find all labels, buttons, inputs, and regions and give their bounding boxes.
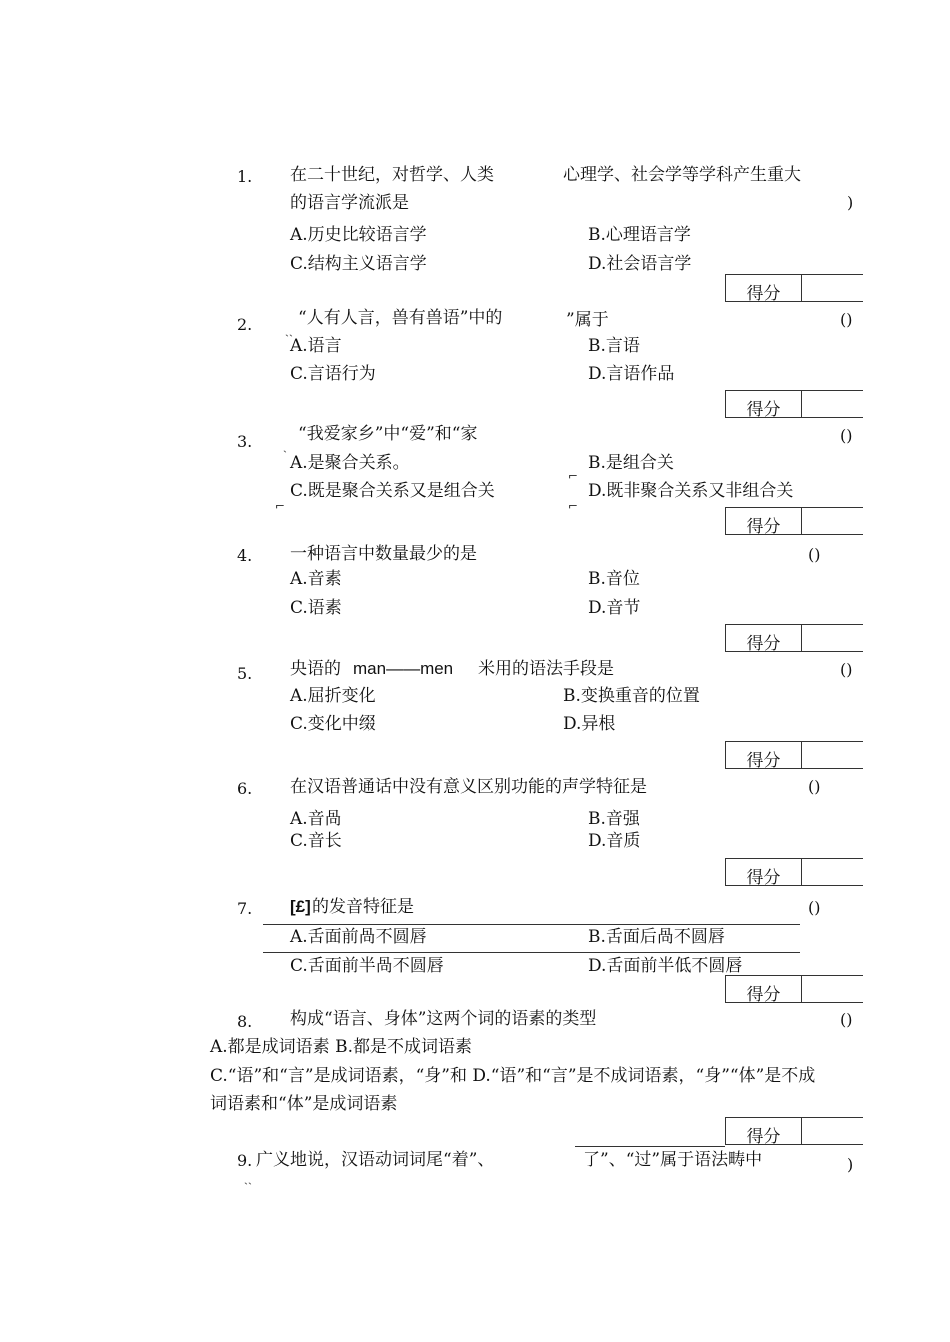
question-5-option-c[interactable]: C.变化中缀 [290,714,376,734]
question-1-option-d[interactable]: D.社会语言学 [588,254,692,274]
question-4-stem: 一种语言中数量最少的是 [290,544,477,564]
scan-mark: ˏˏ [244,1171,252,1185]
question-8-options-line-2[interactable]: C.“语”和“言”是成词语素，“身”和 D.“语”和“言”是不成词语素，“身”“体”是不成 [210,1066,816,1086]
question-5-option-b[interactable]: B.变换重音的位置 [563,686,700,706]
scan-mark: ⌐ [568,469,579,483]
score-box-1 [725,274,863,302]
question-2-answer-paren[interactable]: () [840,310,853,329]
question-7-number: 7. [237,899,253,918]
question-8-options-line-3[interactable]: 词语素和“体”是成词语素 [210,1094,398,1114]
question-1-option-b[interactable]: B.心理语言学 [588,225,691,245]
question-4-option-c[interactable]: C.语素 [290,598,342,618]
question-6-option-c[interactable]: C.音长 [290,831,342,851]
question-1-stem-part-a: 在二十世纪，对哲学、人类 [290,165,494,185]
score-box-8 [725,1117,863,1145]
question-8-answer-paren[interactable]: () [840,1010,853,1029]
question-7-option-b[interactable]: B.舌面后咼不圆唇 [588,927,725,947]
score-box-4 [725,624,863,652]
question-5-stem-part-c: 米用的语法手段是 [478,659,614,679]
question-7-answer-paren[interactable]: () [808,898,821,917]
score-label: 得分 [746,284,781,304]
question-3-stem-part-a: “我爱家乡”中“爱”和“家 [298,424,478,444]
question-9-answer-paren[interactable]: ) [847,1155,854,1174]
score-divider [801,1118,802,1144]
score-label: 得分 [746,400,781,420]
score-divider [801,976,802,1002]
question-3-option-d[interactable]: D.既非聚合关系又非组合关 [588,481,794,501]
question-7-phonetic-symbol: [£] [290,897,311,916]
question-9-stem-part-b: 了”、“过”属于语法畴中 [583,1150,763,1170]
question-6-option-d[interactable]: D.音质 [588,831,641,851]
question-1-stem-part-c: 的语言学流派是 [290,193,409,213]
question-3-option-c[interactable]: C.既是聚合关系又是组合关 [290,481,495,501]
scan-mark: ˏ [283,439,287,453]
question-6-option-a[interactable]: A.音咼 [290,809,342,829]
question-3-answer-paren[interactable]: () [840,426,853,445]
scan-mark: ⌐ [275,499,286,513]
score-label: 得分 [746,1127,781,1147]
score-divider [801,275,802,301]
question-5-option-d[interactable]: D.异根 [563,714,616,734]
question-1-option-c[interactable]: C.结构主义语言学 [290,254,427,274]
score-divider [801,508,802,534]
question-7-option-a[interactable]: A.舌面前咼不圆唇 [290,927,427,947]
question-4-option-a[interactable]: A.音素 [290,569,342,589]
question-2-option-d[interactable]: D.言语作品 [588,364,675,384]
question-2-option-b[interactable]: B.言语 [588,336,640,356]
score-box-5 [725,741,863,769]
table-rule [575,1146,725,1147]
score-box-6 [725,858,863,886]
scan-mark: ˏˎ [285,323,293,337]
score-label: 得分 [746,985,781,1005]
question-1-option-a[interactable]: A.历史比较语言学 [290,225,427,245]
table-rule [263,952,800,953]
question-5-answer-paren[interactable]: () [840,660,853,679]
question-1-answer-paren[interactable]: ) [847,193,854,212]
question-1-number: 1. [237,167,253,186]
question-2-stem-part-b: ”属于 [566,310,609,330]
question-4-option-b[interactable]: B.音位 [588,569,640,589]
score-label: 得分 [746,634,781,654]
question-8-options-line-1[interactable]: A.都是成词语素 B.都是不成词语素 [210,1037,472,1057]
question-7-option-d[interactable]: D.舌面前半低不圆唇 [588,956,743,976]
question-7-stem: 的发音特征是 [312,897,414,917]
question-5-stem-part-a: 央语的 [290,659,341,679]
question-8-number: 8. [237,1012,253,1031]
question-6-answer-paren[interactable]: () [808,777,821,796]
score-label: 得分 [746,517,781,537]
question-4-option-d[interactable]: D.音节 [588,598,641,618]
question-6-number: 6. [237,779,253,798]
score-box-2 [725,390,863,418]
question-6-stem: 在汉语普通话中没有意义区别功能的声学特征是 [290,777,647,797]
question-3-option-a[interactable]: A.是聚合关系。 [290,453,410,473]
score-divider [801,742,802,768]
score-label: 得分 [746,868,781,888]
question-5-option-a[interactable]: A.屈折变化 [290,686,376,706]
table-rule [263,924,800,925]
question-1-stem-part-b: 心理学、社会学等学科产生重大 [563,165,801,185]
score-divider [801,859,802,885]
question-9-stem-part-a: 广义地说，汉语动词词尾“着”、 [256,1150,495,1170]
question-2-stem-part-a: “人有人言，兽有兽语”中的 [298,308,503,328]
question-2-option-c[interactable]: C.言语行为 [290,364,376,384]
question-2-option-a[interactable]: A.语言 [290,336,342,356]
question-5-number: 5. [237,664,253,683]
question-9-number: 9. [237,1151,253,1170]
question-8-stem: 构成“语言、身体”这两个词的语素的类型 [290,1009,597,1029]
question-7-option-c[interactable]: C.舌面前半咼不圆唇 [290,956,444,976]
score-box-7 [725,975,863,1003]
question-2-number: 2. [237,315,253,334]
question-3-number: 3. [237,432,253,451]
question-5-stem-part-b: man——men [353,659,454,678]
question-6-option-b[interactable]: B.音强 [588,809,640,829]
score-divider [801,625,802,651]
score-label: 得分 [746,751,781,771]
question-3-option-b[interactable]: B.是组合关 [588,453,674,473]
score-divider [801,391,802,417]
scan-mark: ⌐ [568,499,579,513]
question-4-number: 4. [237,546,253,565]
question-4-answer-paren[interactable]: () [808,545,821,564]
score-box-3 [725,507,863,535]
